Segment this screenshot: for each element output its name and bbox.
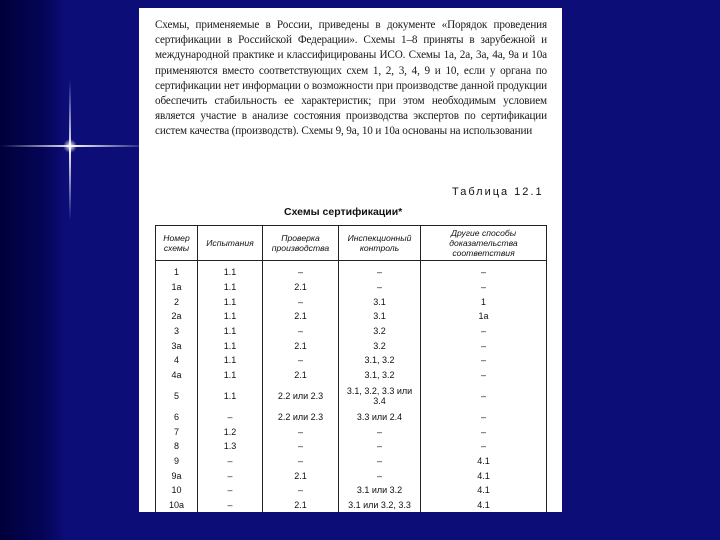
cell-other: –: [421, 368, 547, 383]
cell-production: –: [263, 454, 339, 469]
cell-inspection: 3.1, 3.2, 3.3 или 3.4: [339, 383, 421, 410]
cell-inspection: 3.1 или 3.2, 3.3: [339, 498, 421, 512]
table-row: [156, 424, 547, 439]
cell-inspection: 3.1: [339, 309, 421, 324]
table-number-label: Таблица 12.1: [452, 186, 544, 198]
cell-scheme: 8: [156, 439, 198, 454]
table-row: [156, 324, 547, 339]
cell-other: –: [421, 383, 547, 410]
cell-other: –: [421, 439, 547, 454]
cell-tests: 1.1: [198, 353, 263, 368]
cell-inspection: 3.1: [339, 294, 421, 309]
cell-inspection: –: [339, 468, 421, 483]
cell-production: 2.1: [263, 280, 339, 295]
cell-tests: 1.3: [198, 439, 263, 454]
table-row: [156, 454, 547, 469]
cell-scheme: 3а: [156, 338, 198, 353]
cell-inspection: 3.2: [339, 324, 421, 339]
cell-scheme: 2: [156, 294, 198, 309]
table-row: [156, 338, 547, 353]
cell-production: 2.2 или 2.3: [263, 383, 339, 410]
table-row: [156, 410, 547, 425]
cell-other: 4.1: [421, 468, 547, 483]
cell-production: –: [263, 439, 339, 454]
cell-other: –: [421, 424, 547, 439]
cell-scheme: 4: [156, 353, 198, 368]
cell-other: 4.1: [421, 454, 547, 469]
cell-production: 2.2 или 2.3: [263, 410, 339, 425]
cell-tests: –: [198, 498, 263, 512]
cell-production: 2.1: [263, 368, 339, 383]
cell-scheme: 7: [156, 424, 198, 439]
table-row: [156, 353, 547, 368]
cell-scheme: 1: [156, 261, 198, 280]
cell-production: 2.1: [263, 338, 339, 353]
header-inspection-control: Инспекционный контроль: [339, 226, 421, 261]
cell-inspection: –: [339, 261, 421, 280]
table-row: [156, 261, 547, 280]
header-other-methods: Другие способы доказательства соответствия: [421, 226, 547, 261]
cell-other: –: [421, 280, 547, 295]
cell-tests: –: [198, 483, 263, 498]
table-row: [156, 439, 547, 454]
cell-production: 2.1: [263, 468, 339, 483]
cell-inspection: 3.1, 3.2: [339, 353, 421, 368]
cell-tests: 1.1: [198, 309, 263, 324]
cell-tests: 1.1: [198, 294, 263, 309]
cell-scheme: 2а: [156, 309, 198, 324]
cell-other: 1: [421, 294, 547, 309]
table-row: [156, 383, 547, 410]
cell-other: –: [421, 324, 547, 339]
table-row: [156, 309, 547, 324]
cell-other: –: [421, 353, 547, 368]
cell-tests: –: [198, 468, 263, 483]
cell-scheme: 9а: [156, 468, 198, 483]
cell-tests: 1.1: [198, 280, 263, 295]
cell-other: –: [421, 410, 547, 425]
cell-tests: 1.2: [198, 424, 263, 439]
cell-inspection: 3.1, 3.2: [339, 368, 421, 383]
cell-inspection: –: [339, 439, 421, 454]
cell-scheme: 1а: [156, 280, 198, 295]
cell-tests: 1.1: [198, 368, 263, 383]
table-row: [156, 483, 547, 498]
cell-inspection: –: [339, 424, 421, 439]
cell-production: –: [263, 483, 339, 498]
cell-scheme: 10а: [156, 498, 198, 512]
cell-tests: 1.1: [198, 338, 263, 353]
table-row: [156, 294, 547, 309]
cell-scheme: 3: [156, 324, 198, 339]
header-tests: Испытания: [198, 226, 263, 261]
table-title: Схемы сертификации*: [284, 206, 403, 218]
cell-tests: 1.1: [198, 383, 263, 410]
cell-production: –: [263, 324, 339, 339]
cell-other: 1а: [421, 309, 547, 324]
cell-production: 2.1: [263, 498, 339, 512]
cell-production: –: [263, 353, 339, 368]
cell-other: 4.1: [421, 483, 547, 498]
cell-scheme: 4а: [156, 368, 198, 383]
cell-tests: –: [198, 410, 263, 425]
table-row: [156, 468, 547, 483]
cell-scheme: 5: [156, 383, 198, 410]
cell-inspection: 3.2: [339, 338, 421, 353]
cell-tests: 1.1: [198, 324, 263, 339]
cell-tests: –: [198, 454, 263, 469]
cell-scheme: 9: [156, 454, 198, 469]
cell-production: –: [263, 424, 339, 439]
cell-scheme: 10: [156, 483, 198, 498]
table-row: [156, 368, 547, 383]
scanned-document: [139, 8, 562, 512]
cell-production: –: [263, 261, 339, 280]
cell-inspection: –: [339, 454, 421, 469]
cell-other: –: [421, 338, 547, 353]
header-production-check: Проверка производства: [263, 226, 339, 261]
cell-inspection: 3.1 или 3.2: [339, 483, 421, 498]
cell-inspection: –: [339, 280, 421, 295]
table-header-row: [156, 226, 547, 261]
table-row: [156, 280, 547, 295]
cell-other: –: [421, 261, 547, 280]
header-scheme-number: Номер схемы: [156, 226, 198, 261]
document-paragraph: Схемы, применяемые в России, приведены в документе «Порядок проведения сертификации в Российской Федерации». Схемы 1–8 приняты в зарубежной и международной практике и классифицированы ИСО. Схемы 1а, 2а, 3а, 4а, 9а и 10а применяются вместо соответствующих схем 1, 2, 3, 4, 9 и 10, если у органа по сертификации нет информации о возможности при производстве данной продукции обеспечить стабильность ее характеристик; при этом необходимым условием является участие в анализе состояния производства экспертов по сертификации систем качества (производств). Схемы 9, 9а, 10 и 10а основаны на использовании: [155, 19, 547, 138]
certification-schemes-table: [155, 225, 547, 512]
cell-scheme: 6: [156, 410, 198, 425]
cell-production: 2.1: [263, 309, 339, 324]
cell-production: –: [263, 294, 339, 309]
cell-tests: 1.1: [198, 261, 263, 280]
table-row: [156, 498, 547, 512]
cell-other: 4.1: [421, 498, 547, 512]
cell-inspection: 3.3 или 2.4: [339, 410, 421, 425]
